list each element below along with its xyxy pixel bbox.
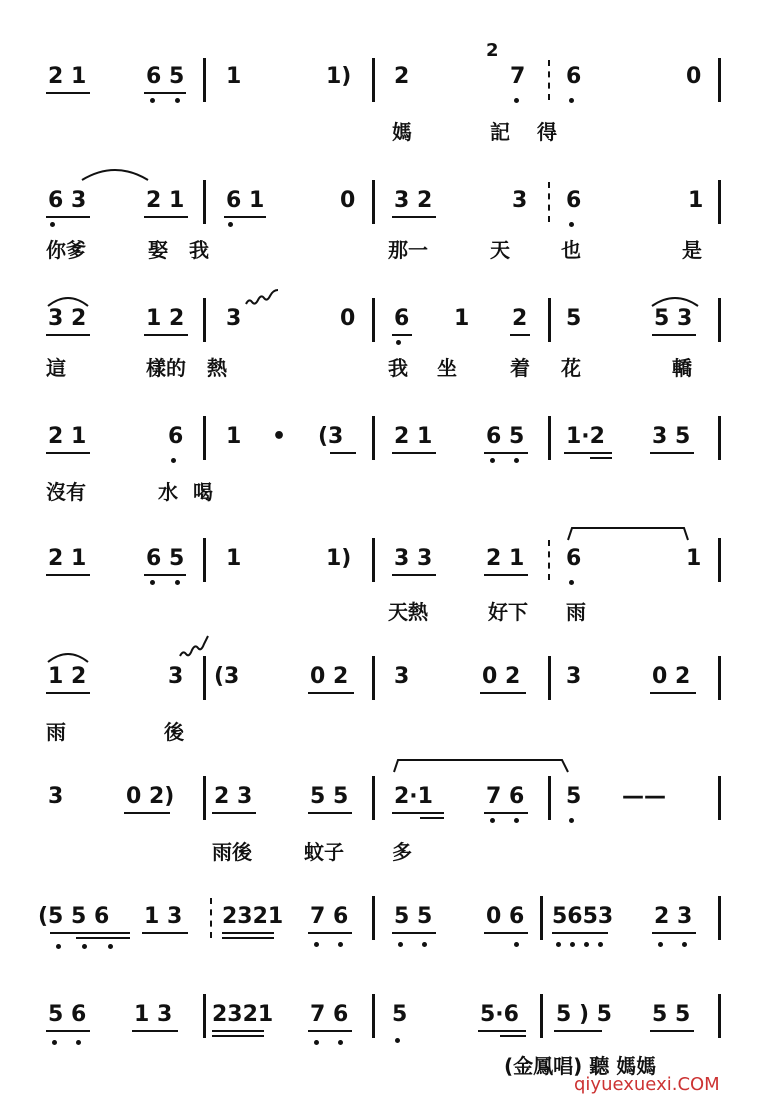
note: 2 1 — [146, 188, 185, 213]
note: 2 3 — [654, 904, 693, 929]
lyric: 轎 — [672, 356, 692, 380]
lyric: 天熱 — [388, 600, 428, 624]
note: 1) — [326, 64, 352, 89]
note: (3 — [318, 424, 344, 449]
note: 2 — [512, 306, 528, 331]
note: 1 3 — [144, 904, 183, 929]
lyric: 雨後 — [212, 840, 252, 864]
note: 2 1 — [48, 64, 87, 89]
note: 5 5 — [310, 784, 349, 809]
note: 1 2 — [48, 664, 87, 689]
note: 7 6 — [310, 904, 349, 929]
note: 3 — [168, 664, 184, 689]
lyric: 這 — [46, 356, 66, 380]
score-system-8 — [0, 894, 760, 1004]
lyric: 那一 — [388, 238, 428, 262]
note: 1 — [454, 306, 470, 331]
note: 0 — [686, 64, 702, 89]
lyric: 後 — [164, 720, 184, 744]
note: 2·1 — [394, 784, 433, 809]
note: 6 — [566, 546, 582, 571]
note: 5 — [392, 1002, 408, 1027]
lyric: 樣的 熱 — [146, 356, 227, 380]
note: 7 — [510, 64, 526, 89]
score-system-5 — [0, 530, 760, 640]
note: 3 — [48, 784, 64, 809]
note: • — [272, 424, 287, 449]
lyric: 是 — [682, 238, 702, 262]
lyric: 多 — [392, 840, 412, 864]
lyric: 蚊子 — [304, 840, 344, 864]
note: 3 3 — [394, 546, 433, 571]
note: 0 6 — [486, 904, 525, 929]
note: 3 2 — [48, 306, 87, 331]
note: 2 3 — [214, 784, 253, 809]
lyric: 好下 — [488, 600, 528, 624]
note: 7 6 — [310, 1002, 349, 1027]
lyric: 着 花 — [510, 356, 581, 380]
note: 2 1 — [48, 546, 87, 571]
watermark: qiyuexuexi.COM — [574, 1074, 720, 1095]
note: 1) — [326, 546, 352, 571]
score-system-4 — [0, 414, 760, 524]
note: 3 5 — [652, 424, 691, 449]
lyric: 媽 — [392, 120, 412, 144]
note: 6 5 — [486, 424, 525, 449]
note: 6 3 — [48, 188, 87, 213]
note: 2 1 — [48, 424, 87, 449]
note: 0 2 — [652, 664, 691, 689]
lyric: 記 得 — [490, 120, 557, 144]
note: 1 2 — [146, 306, 185, 331]
note: 1 3 — [134, 1002, 173, 1027]
note: 6 — [168, 424, 184, 449]
note: 3 2 — [394, 188, 433, 213]
note: 0 — [340, 306, 356, 331]
lyric: 娶 我 — [148, 238, 209, 262]
note: 1 — [686, 546, 702, 571]
note: 3 — [566, 664, 582, 689]
score-system-2 — [0, 172, 760, 282]
note: 1 — [226, 546, 242, 571]
note: 6 5 — [146, 64, 185, 89]
note: (3 — [214, 664, 240, 689]
note: 0 2 — [310, 664, 349, 689]
note: 6 — [394, 306, 410, 331]
note: 3 — [512, 188, 528, 213]
note: 3 — [394, 664, 410, 689]
note: 5 — [566, 306, 582, 331]
note: 1 — [688, 188, 704, 213]
lyric: 雨 — [566, 600, 586, 624]
score-system-3 — [0, 294, 760, 404]
note: 6 — [566, 188, 582, 213]
note: 5·6 — [480, 1002, 519, 1027]
lyric: 你爹 — [46, 238, 86, 262]
note: 5 ) 5 — [556, 1002, 612, 1027]
lyric: 雨 — [46, 720, 66, 744]
note: 5 5 — [394, 904, 433, 929]
note: 1·2 — [566, 424, 605, 449]
lyric: 水 喝 — [158, 480, 213, 504]
note: 6 5 — [146, 546, 185, 571]
score-system-1 — [0, 40, 760, 168]
note: 5 5 — [652, 1002, 691, 1027]
note: 6 1 — [226, 188, 265, 213]
singer-credit: (金鳳唱) 聽 媽媽 — [504, 1054, 657, 1078]
score-system-6 — [0, 650, 760, 760]
note: 3 — [226, 306, 242, 331]
note: 5 6 — [48, 1002, 87, 1027]
note: 6 — [566, 64, 582, 89]
note: 0 2 — [482, 664, 521, 689]
score-system-7 — [0, 770, 760, 880]
note: 5 3 — [654, 306, 693, 331]
lyric: 我 坐 — [388, 356, 457, 380]
note: 1 — [226, 64, 242, 89]
note: 0 2) — [126, 784, 175, 809]
note: 5 — [566, 784, 582, 809]
note: 2 — [394, 64, 410, 89]
note: 7 6 — [486, 784, 525, 809]
note: 5653 — [552, 904, 614, 929]
grace-note: 2 — [486, 40, 499, 61]
note: 2321 — [222, 904, 284, 929]
note: 0 — [340, 188, 356, 213]
note: 1 — [226, 424, 242, 449]
note: 2 1 — [394, 424, 433, 449]
note: 2 1 — [486, 546, 525, 571]
note: 2321 — [212, 1002, 274, 1027]
note: —— — [622, 784, 666, 809]
note: (5 5 6 — [38, 904, 110, 929]
lyric: 沒有 — [46, 480, 86, 504]
lyric: 天 也 — [490, 238, 581, 262]
